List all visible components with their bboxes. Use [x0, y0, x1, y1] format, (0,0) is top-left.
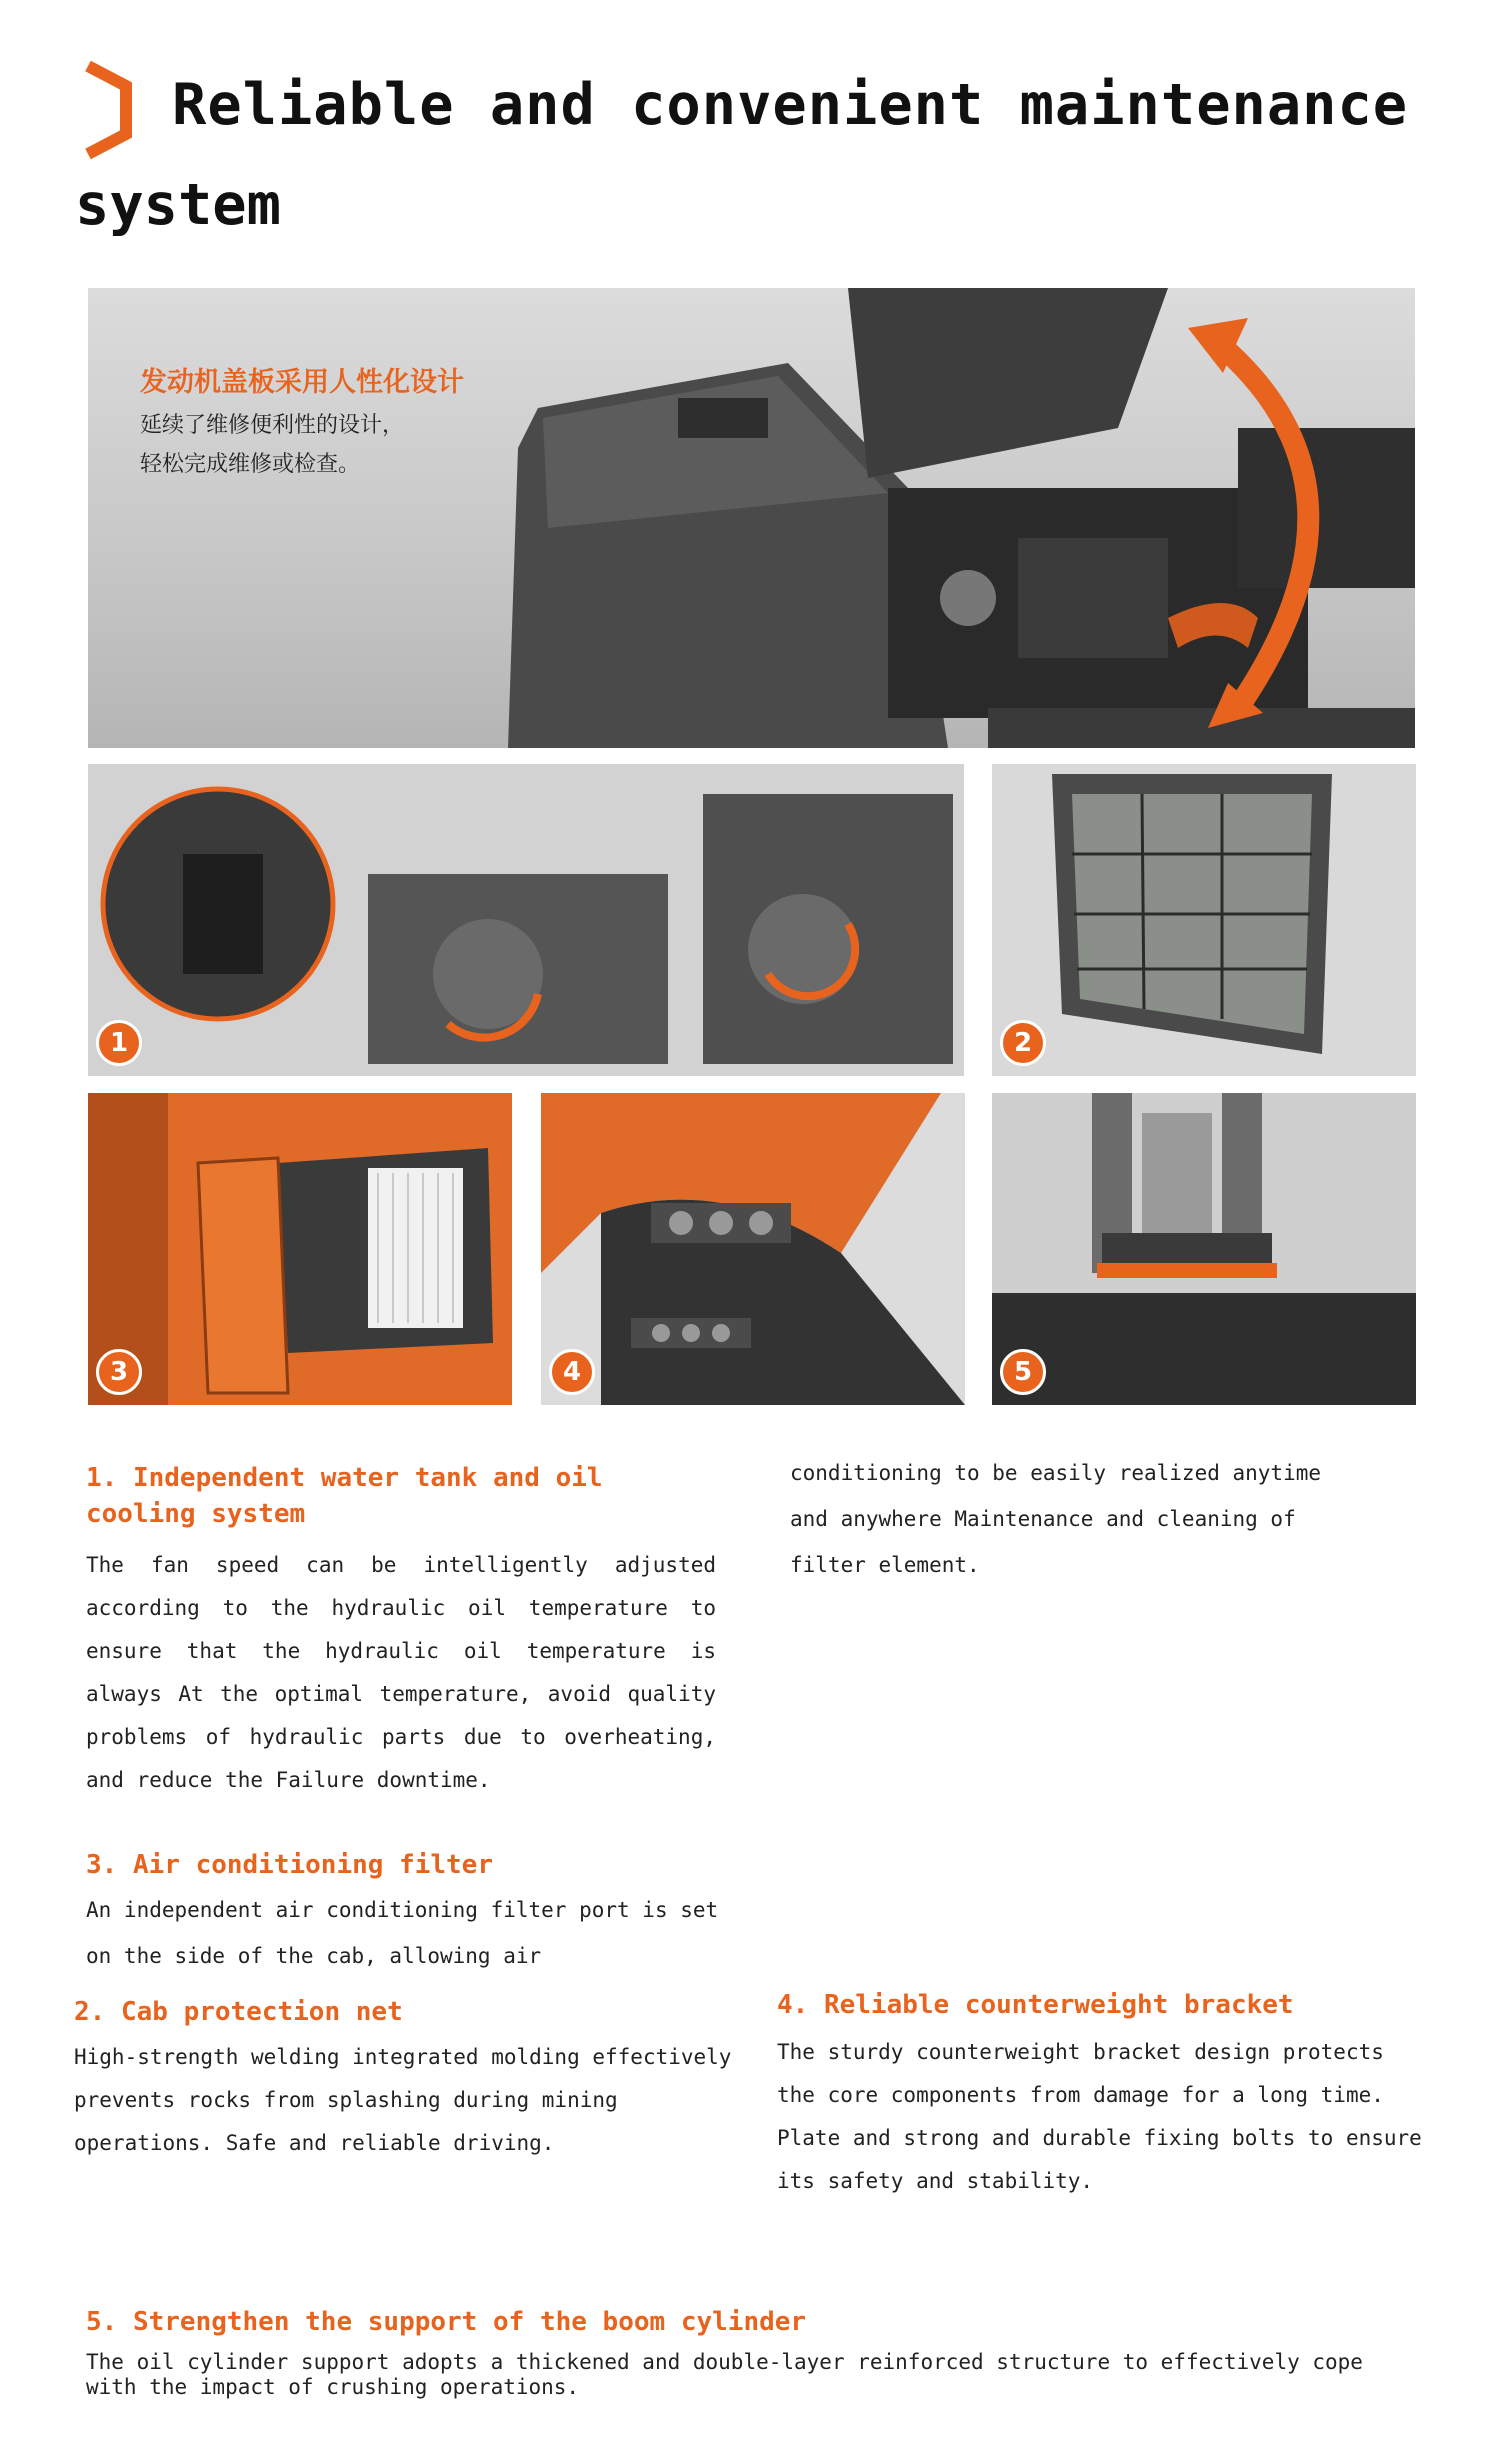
section-1-title: 1. Independent water tank and oil cooling system — [86, 1463, 603, 1529]
hero-caption-title: 发动机盖板采用人性化设计 — [140, 367, 464, 398]
boom-cylinder-illustration — [992, 1093, 1416, 1405]
photo-badge-1: 1 — [96, 1020, 142, 1066]
counterweight-illustration — [541, 1093, 965, 1405]
hero-caption-body: 延续了维修便利性的设计， 轻松完成维修或检查。 — [140, 413, 405, 477]
chevron-bracket-icon — [82, 60, 142, 160]
air-filter-photo — [88, 1093, 512, 1405]
cooling-system-photo — [88, 764, 964, 1076]
photo-badge-3: 3 — [96, 1349, 142, 1395]
cab-net-illustration — [992, 764, 1416, 1076]
section-3-title: 3. Air conditioning filter — [86, 1850, 493, 1880]
section-4-body: The sturdy counterweight bracket design protects the core components from damage for a long time. Plate and strong and durable fixing bolts to ensure its safety and stability. — [777, 2040, 1422, 2193]
photo-badge-4: 4 — [549, 1349, 595, 1395]
section-2-body: High-strength welding integrated molding effectively prevents rocks from splashing during mining operations. Safe and reliable driving. — [74, 2045, 732, 2155]
boom-cylinder-support-photo — [992, 1093, 1416, 1405]
section-2-title: 2. Cab protection net — [74, 1997, 403, 2027]
counterweight-bracket-photo — [541, 1093, 965, 1405]
section-1-body: The fan speed can be intelligently adjusted according to the hydraulic oil temperature to ensure that the hydraulic oil temperature is always At the optimal temperature, avoid quality problems of hydraulic parts due to overheating, and reduce the Failure downtime. — [86, 1553, 716, 1792]
section-4-title: 4. Reliable counterweight bracket — [777, 1990, 1294, 2020]
photo-badge-5: 5 — [1000, 1349, 1046, 1395]
section-3-body: An independent air conditioning filter port is set on the side of the cab, allowing air — [86, 1898, 719, 1968]
cab-protection-net-photo — [992, 764, 1416, 1076]
page-title: Reliable and convenient maintenance — [172, 72, 1409, 138]
photo-badge-2: 2 — [1000, 1020, 1046, 1066]
section-5-title: 5. Strengthen the support of the boom cylinder — [86, 2307, 807, 2337]
page-title-continued: system — [75, 172, 281, 238]
engine-cover-illustration — [88, 288, 1415, 748]
engine-cover-photo — [88, 288, 1415, 748]
cooling-system-illustration — [88, 764, 964, 1076]
air-filter-illustration — [88, 1093, 512, 1405]
section-5-body: The oil cylinder support adopts a thickened and double-layer reinforced structure to effectively cope with the impact of crushing operations. — [86, 2350, 1363, 2399]
section-3-body-continued: conditioning to be easily realized anytime and anywhere Maintenance and cleaning of filter element. — [790, 1461, 1322, 1577]
